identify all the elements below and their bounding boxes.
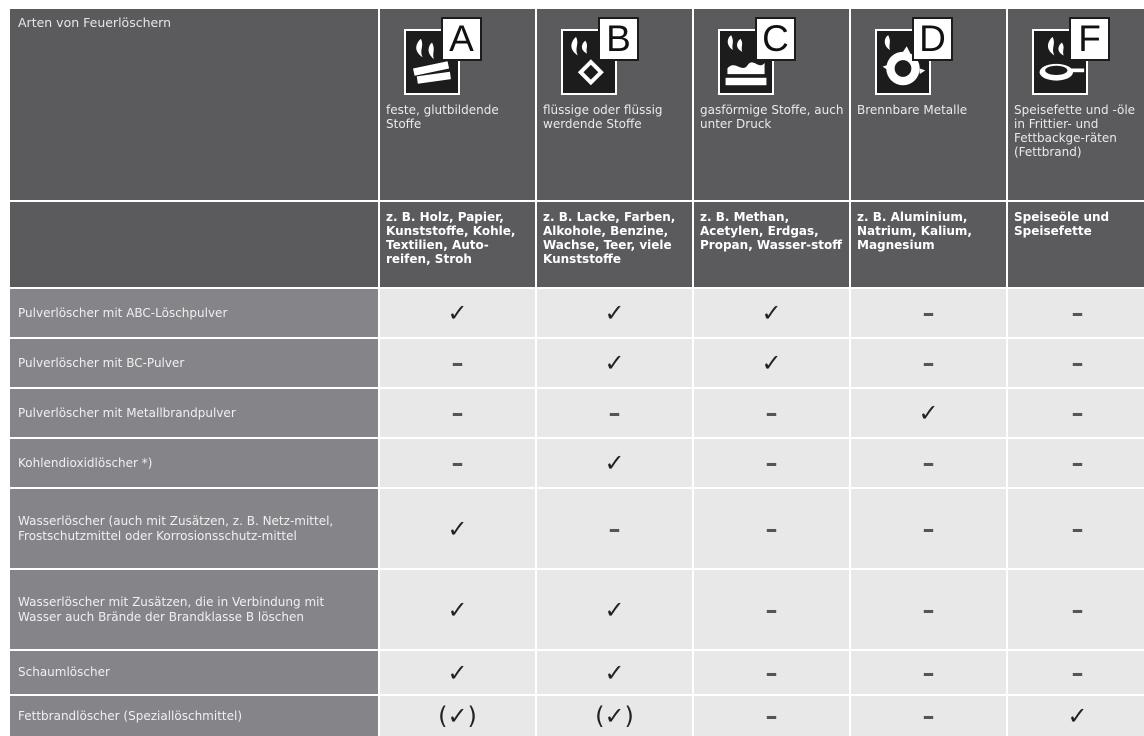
check-mark: ✓ bbox=[537, 651, 692, 694]
check-mark: ✓ bbox=[537, 439, 692, 487]
dash-mark: – bbox=[851, 696, 1006, 736]
class-d-pictogram bbox=[875, 17, 953, 97]
check-mark: ✓ bbox=[694, 339, 849, 387]
dash-mark: – bbox=[694, 651, 849, 694]
check-mark: ✓ bbox=[537, 289, 692, 337]
dash-mark: – bbox=[694, 489, 849, 568]
dash-mark: – bbox=[851, 289, 1006, 337]
class-b-label: flüssige oder flüssig werdende Stoffe bbox=[543, 103, 663, 131]
check-mark: ✓ bbox=[537, 570, 692, 649]
check-mark: ✓ bbox=[380, 489, 535, 568]
extinguisher-label: Wasserlöscher mit Zusätzen, die in Verbindung mit Wasser auch Brände der Brandklasse B löschen bbox=[10, 570, 378, 649]
class-a-label: feste, glutbildende Stoffe bbox=[386, 103, 499, 131]
extinguisher-label: Pulverlöscher mit ABC-Löschpulver bbox=[10, 289, 378, 337]
class-header-f bbox=[1008, 9, 1144, 200]
class-f-pictogram bbox=[1032, 17, 1110, 97]
dash-mark: – bbox=[537, 489, 692, 568]
dash-mark: – bbox=[380, 439, 535, 487]
class-b-pictogram bbox=[561, 17, 639, 97]
dash-mark: – bbox=[1008, 289, 1144, 337]
dash-mark: – bbox=[851, 439, 1006, 487]
examples-corner bbox=[10, 202, 378, 287]
class-a-examples: z. B. Holz, Papier, Kunststoffe, Kohle, Textilien, Auto-reifen, Stroh bbox=[380, 202, 535, 287]
dash-mark: – bbox=[851, 489, 1006, 568]
extinguisher-label: Pulverlöscher mit Metallbrandpulver bbox=[10, 389, 378, 437]
class-c-label: gasförmige Stoffe, auch unter Druck bbox=[700, 103, 844, 131]
check-mark: ✓ bbox=[380, 570, 535, 649]
extinguisher-label: Kohlendioxidlöscher *) bbox=[10, 439, 378, 487]
class-d-examples: z. B. Aluminium, Natrium, Kalium, Magnesium bbox=[851, 202, 1006, 287]
class-letter-d: D bbox=[912, 17, 953, 61]
class-a-pictogram bbox=[404, 17, 482, 97]
class-c-pictogram bbox=[718, 17, 796, 97]
check-mark: (✓) bbox=[380, 696, 535, 736]
dash-mark: – bbox=[1008, 570, 1144, 649]
extinguisher-label: Fettbrandlöscher (Speziallöschmittel) bbox=[10, 696, 378, 736]
check-mark: ✓ bbox=[694, 289, 849, 337]
dash-mark: – bbox=[1008, 489, 1144, 568]
dash-mark: – bbox=[694, 439, 849, 487]
class-header-b bbox=[537, 9, 692, 200]
check-mark: ✓ bbox=[380, 651, 535, 694]
class-letter-a: A bbox=[441, 17, 482, 61]
dash-mark: – bbox=[851, 651, 1006, 694]
dash-mark: – bbox=[380, 339, 535, 387]
dash-mark: – bbox=[851, 339, 1006, 387]
check-mark: ✓ bbox=[537, 339, 692, 387]
class-b-examples: z. B. Lacke, Farben, Alkohole, Benzine, Wachse, Teer, viele Kunststoffe bbox=[537, 202, 692, 287]
extinguisher-label: Wasserlöscher (auch mit Zusätzen, z. B. Netz-mittel, Frostschutzmittel oder Korrosionsschutz-mittel bbox=[10, 489, 378, 568]
dash-mark: – bbox=[380, 389, 535, 437]
class-header-d bbox=[851, 9, 1006, 200]
class-header-a bbox=[380, 9, 535, 200]
class-f-label: Speisefette und -öle in Frittier- und Fettbackge-räten (Fettbrand) bbox=[1014, 103, 1136, 159]
check-mark: ✓ bbox=[851, 389, 1006, 437]
dash-mark: – bbox=[1008, 339, 1144, 387]
dash-mark: – bbox=[1008, 389, 1144, 437]
class-d-label: Brennbare Metalle bbox=[857, 103, 968, 117]
class-letter-b: B bbox=[598, 17, 639, 61]
dash-mark: – bbox=[694, 570, 849, 649]
dash-mark: – bbox=[537, 389, 692, 437]
corner-header bbox=[10, 9, 378, 200]
check-mark: ✓ bbox=[1008, 696, 1144, 736]
extinguisher-label: Pulverlöscher mit BC-Pulver bbox=[10, 339, 378, 387]
corner-label: Arten von Feuerlöschern bbox=[18, 15, 172, 30]
dash-mark: – bbox=[1008, 651, 1144, 694]
class-letter-f: F bbox=[1069, 17, 1110, 61]
dash-mark: – bbox=[694, 696, 849, 736]
class-f-examples: Speiseöle und Speisefette bbox=[1008, 202, 1144, 287]
fire-extinguisher-table bbox=[10, 9, 1137, 730]
dash-mark: – bbox=[1008, 439, 1144, 487]
check-mark: ✓ bbox=[380, 289, 535, 337]
dash-mark: – bbox=[694, 389, 849, 437]
extinguisher-label: Schaumlöscher bbox=[10, 651, 378, 694]
class-c-examples: z. B. Methan, Acetylen, Erdgas, Propan, Wasser-stoff bbox=[694, 202, 849, 287]
dash-mark: – bbox=[851, 570, 1006, 649]
check-mark: (✓) bbox=[537, 696, 692, 736]
class-header-c bbox=[694, 9, 849, 200]
class-letter-c: C bbox=[755, 17, 796, 61]
